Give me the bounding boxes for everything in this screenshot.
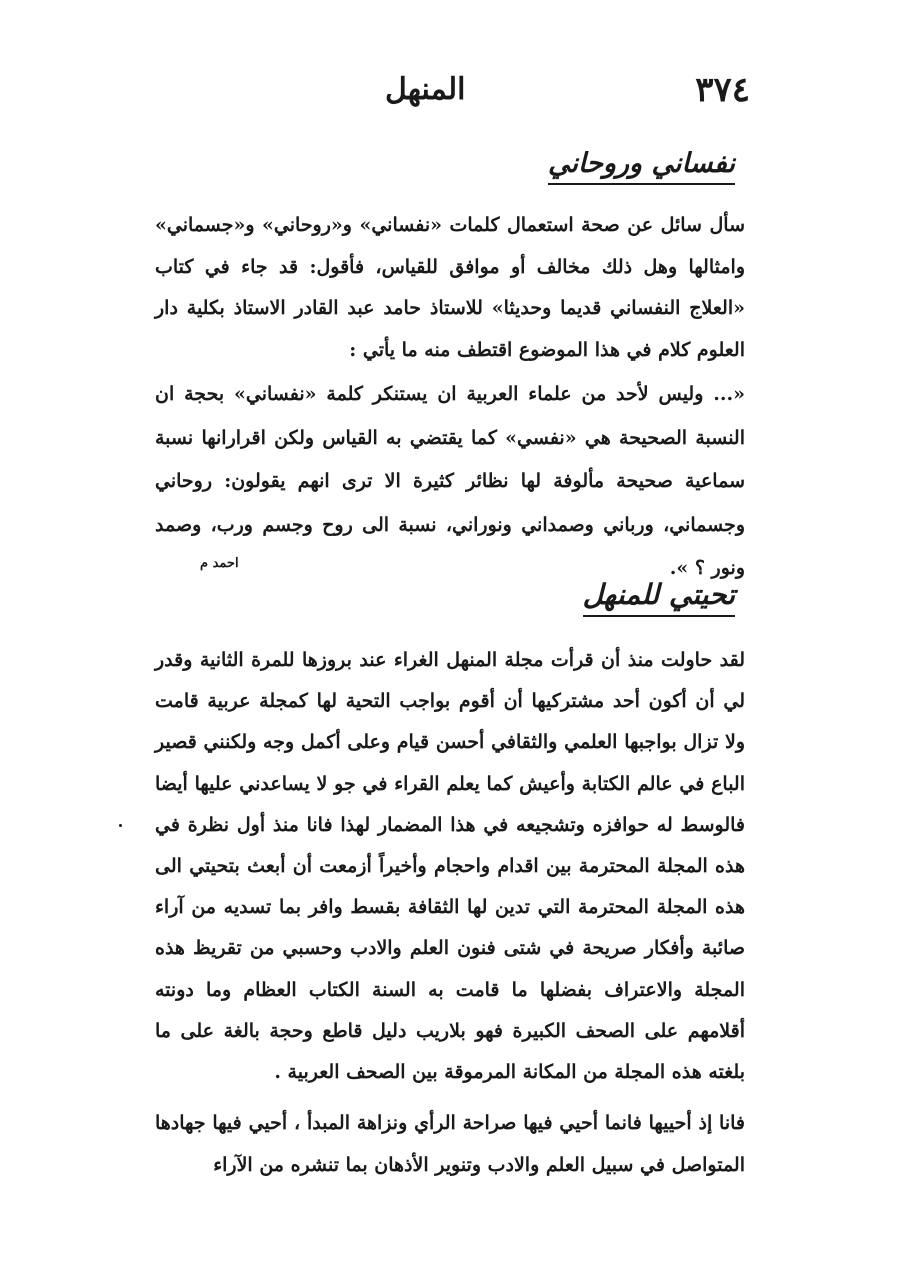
section-title-greeting: تحيتي للمنهل xyxy=(583,578,735,617)
paragraph-quotation: «... وليس لأحد من علماء العربية ان يستنكر كلمة «نفساني» بحجة ان النسبة الصحيحة هي «نفسي» كما يقتضي به القياس ولكن اقرارانها نسبة سماعية صحيحة مألوفة لها نظائر كثيرة الا ترى انهم يقولون: روحاني وجسماني، ورباني وصمداني ونوراني، نسبة الى روح وجسم ورب، وصمد ونور ؟ ». xyxy=(155,383,745,579)
page-number: ٣٧٤ xyxy=(695,70,750,110)
paragraph-greeting-body: لقد حاولت منذ أن قرأت مجلة المنهل الغراء عند بروزها للمرة الثانية وقدر لي أن أكون أحد مشتركيها أن أقوم بواجب التحية لها كمجلة عربية قامت ولا تزال بواجبها العلمي والثقافي أحسن قيام وعلى أكمل وجه ولكنني قصير الباع في عالم الكتابة وأعيش كما يعلم القراء في جو لا يساعدني عليها أيضا فالوسط له حوافزه وتشجيعه في هذا المضمار لهذا فانا منذ أول نظرة في هذه المجلة المحترمة بين اقدام واحجام وأخيراً أزمعت أن أبعث بتحيتي الى هذه المجلة المحترمة التي تدين لها الثقافة بقسط وافر بما تسديه من آراء صائبة وأفكار صريحة في شتى فنون العلم والادب وحسبي من تقريظ هذه المجلة والاعتراف بفضلها ما قامت به السنة الكتاب العظام وما دونته أقلامهم على الصحف الكبيرة فهو بلاريب دليل قاطع وحجة بالغة على ما بلغته هذه المجلة من المكانة المرموقة بين الصحف العربية . xyxy=(155,649,745,1084)
author-signature: احمد م xyxy=(200,556,239,571)
paragraph-question: سأل سائل عن صحة استعمال كلمات «نفساني» و«روحاني» و«جسماني» وامثالها وهل ذلك مخالف أو موافق للقياس، فأقول: قد جاء في كتاب «العلاج النفساني قديما وحديثا» للاستاذ حامد عبد القادر الاستاذ بكلية دار العلوم كلام في هذا الموضوع اقتطف منه ما يأتي : xyxy=(155,214,745,361)
running-header xyxy=(150,70,750,120)
section-title-nafsani: نفساني وروحاني xyxy=(548,148,735,185)
margin-mark xyxy=(119,824,122,827)
paragraph-greeting-closing: فانا إذ أحييها فانما أحيي فيها صراحة الرأي ونزاهة المبدأ ، أحيي فيها جهادها المتواصل في سبيل العلم والادب وتنوير الأذهان بما تنشره من الآراء xyxy=(155,1112,745,1176)
journal-name: المنهل xyxy=(385,72,466,107)
